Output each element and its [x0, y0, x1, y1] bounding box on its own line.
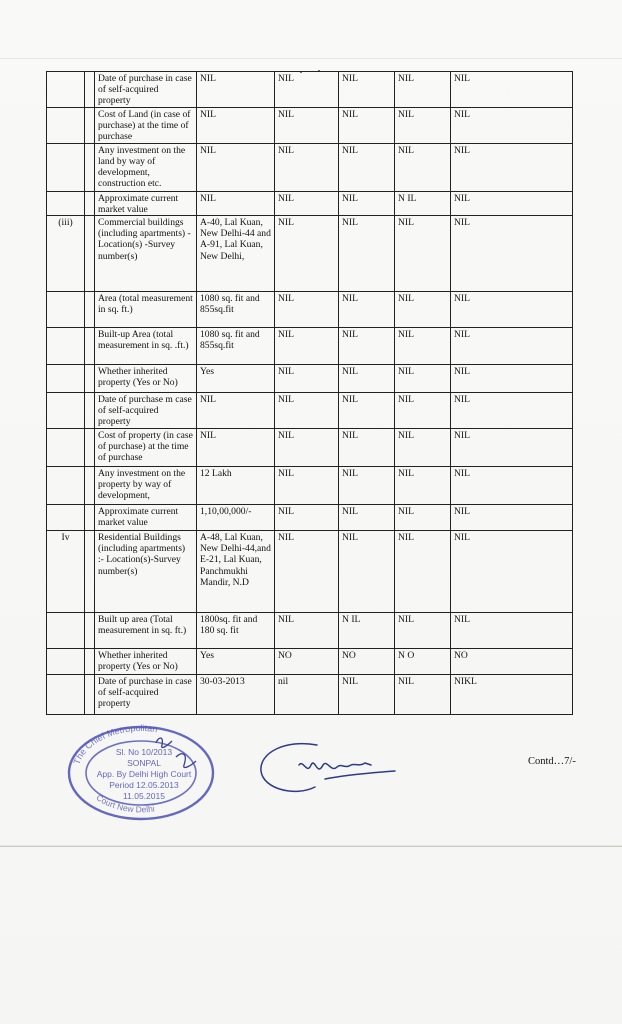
spacer-cell	[85, 675, 95, 715]
notary-stamp	[64, 721, 218, 821]
table-row	[47, 191, 573, 215]
stamp-serial: Sl. No 10/2013	[115, 747, 173, 757]
serial-cell	[47, 292, 85, 328]
value-cell: NIL	[197, 191, 275, 215]
scan-line	[0, 58, 622, 59]
value-cell: 1080 sq. fit and 855sq.fit	[197, 292, 275, 328]
value-cell: NIL	[275, 328, 339, 365]
description-cell: Date of purchase in case of self-acquired property	[95, 675, 197, 715]
value-cell: NIL	[451, 467, 573, 505]
value-cell: NIL	[275, 143, 339, 191]
value-cell: Yes	[197, 365, 275, 393]
value-cell: 30-03-2013	[197, 675, 275, 715]
value-cell: NIL	[275, 72, 339, 108]
value-cell: NIL	[451, 505, 573, 531]
signature-stroke	[261, 744, 395, 792]
serial-cell	[47, 429, 85, 467]
value-cell: NIL	[451, 429, 573, 467]
table-row	[47, 328, 573, 365]
description-cell: Whether inherited property (Yes or No)	[95, 365, 197, 393]
description-cell: Cost of property (in case of purchase) at the time of purchase	[95, 429, 197, 467]
value-cell: 1,10,00,000/-	[197, 505, 275, 531]
description-cell: Whether inherited property (Yes or No)	[95, 649, 197, 675]
value-cell: NIL	[197, 72, 275, 108]
value-cell: 1800sq. fit and 180 sq. fit	[197, 613, 275, 649]
value-cell: NIL	[339, 393, 395, 429]
value-cell: Yes	[197, 649, 275, 675]
spacer-cell	[85, 292, 95, 328]
value-cell: NIL	[451, 292, 573, 328]
serial-cell: Iv	[47, 531, 85, 613]
value-cell: NIL	[197, 108, 275, 144]
value-cell: NIL	[451, 108, 573, 144]
serial-cell	[47, 467, 85, 505]
stamp-name: SONPAL	[127, 758, 161, 768]
value-cell: NO	[451, 649, 573, 675]
description-cell: Cost of Land (in case of purchase) at the time of purchase	[95, 108, 197, 144]
value-cell: NIL	[275, 531, 339, 613]
spacer-cell	[85, 216, 95, 292]
table-row	[47, 143, 573, 191]
value-cell: NIL	[339, 108, 395, 144]
spacer-cell	[85, 393, 95, 429]
value-cell: NIL	[395, 72, 451, 108]
value-cell: NIL	[451, 191, 573, 215]
value-cell: NIL	[395, 328, 451, 365]
serial-cell	[47, 108, 85, 144]
table-row	[47, 429, 573, 467]
serial-cell	[47, 328, 85, 365]
value-cell: NIL	[339, 675, 395, 715]
description-cell: Residential Buildings (including apartments) :- Location(s)-Survey number(s)	[95, 531, 197, 613]
value-cell: NIL	[339, 365, 395, 393]
value-cell: NIL	[395, 143, 451, 191]
value-cell: NIL	[395, 108, 451, 144]
value-cell: A-40, Lal Kuan, New Delhi-44 and A-91, Lal Kuan, New Delhi,	[197, 216, 275, 292]
table-row	[47, 531, 573, 613]
spacer-cell	[85, 108, 95, 144]
value-cell: NIL	[395, 613, 451, 649]
value-cell: N O	[395, 649, 451, 675]
serial-cell	[47, 505, 85, 531]
table-row	[47, 72, 573, 108]
spacer-cell	[85, 328, 95, 365]
value-cell: NIL	[451, 393, 573, 429]
spacer-cell	[85, 143, 95, 191]
value-cell: NIL	[339, 328, 395, 365]
stamp-expiry: 11.05.2015	[123, 791, 165, 801]
table-row	[47, 216, 573, 292]
value-cell: NIL	[339, 467, 395, 505]
table-row	[47, 675, 573, 715]
value-cell: NIL	[197, 393, 275, 429]
description-cell: Commercial buildings (including apartments) -Location(s) -Survey number(s)	[95, 216, 197, 292]
value-cell: NIL	[275, 393, 339, 429]
value-cell: A-48, Lal Kuan, New Delhi-44,and E-21, Lal Kuan, Panchmukhi Mandir, N.D	[197, 531, 275, 613]
stamp-ring-bottom-text: Court New Delhi	[94, 792, 156, 815]
value-cell: NIL	[275, 292, 339, 328]
value-cell: NIL	[395, 505, 451, 531]
table-row	[47, 613, 573, 649]
spacer-cell	[85, 613, 95, 649]
description-cell: Approximate current market value	[95, 191, 197, 215]
value-cell: NIL	[339, 429, 395, 467]
value-cell: NIL	[275, 216, 339, 292]
stamp-period: Period 12.05.2013	[109, 780, 179, 790]
value-cell: NIL	[275, 429, 339, 467]
description-cell: Any investment on the property by way of development,	[95, 467, 197, 505]
value-cell: NIL	[395, 675, 451, 715]
spacer-cell	[85, 531, 95, 613]
value-cell: NIL	[339, 292, 395, 328]
description-cell: Any investment on the land by way of development, construction etc.	[95, 143, 197, 191]
value-cell: NIL	[275, 505, 339, 531]
serial-cell	[47, 72, 85, 108]
description-cell: Area (total measurement in sq. ft.)	[95, 292, 197, 328]
serial-cell	[47, 649, 85, 675]
spacer-cell	[85, 429, 95, 467]
description-cell: Date of purchase in case of self-acquired property	[95, 72, 197, 108]
serial-cell	[47, 365, 85, 393]
description-cell: Built-up Area (total measurement in sq. .ft.)	[95, 328, 197, 365]
value-cell: NIL	[395, 467, 451, 505]
value-cell: NIL	[395, 393, 451, 429]
value-cell: NIL	[339, 216, 395, 292]
value-cell: NIL	[339, 72, 395, 108]
value-cell: NIL	[451, 613, 573, 649]
serial-cell	[47, 143, 85, 191]
value-cell: N IL	[339, 613, 395, 649]
description-cell: Date of purchase m case of self-acquired property	[95, 393, 197, 429]
value-cell: 12 Lakh	[197, 467, 275, 505]
description-cell: Approximate current market value	[95, 505, 197, 531]
table-row	[47, 505, 573, 531]
value-cell: NIL	[275, 467, 339, 505]
serial-cell	[47, 393, 85, 429]
spacer-cell	[85, 467, 95, 505]
page-edge-line	[0, 846, 622, 847]
stamp-ring-top-text: The Chief Metropolitan	[71, 722, 159, 766]
value-cell: NIL	[275, 108, 339, 144]
serial-cell	[47, 613, 85, 649]
table-row	[47, 649, 573, 675]
serial-cell	[47, 675, 85, 715]
value-cell: NIL	[395, 365, 451, 393]
value-cell: NIL	[395, 216, 451, 292]
value-cell: 1080 sq. fit and 855sq.fit	[197, 328, 275, 365]
value-cell: NIL	[451, 365, 573, 393]
value-cell: NIL	[451, 216, 573, 292]
value-cell: NIL	[451, 328, 573, 365]
table-row	[47, 467, 573, 505]
spacer-cell	[85, 72, 95, 108]
table-row	[47, 292, 573, 328]
value-cell: NIL	[339, 191, 395, 215]
table-row	[47, 393, 573, 429]
value-cell: NIL	[451, 531, 573, 613]
signature	[255, 735, 405, 805]
value-cell: NIL	[197, 429, 275, 467]
value-cell: NO	[275, 649, 339, 675]
value-cell: NIL	[275, 365, 339, 393]
stamp-approval: App. By Delhi High Court	[96, 769, 192, 779]
value-cell: NIL	[275, 613, 339, 649]
spacer-cell	[85, 649, 95, 675]
value-cell: NIL	[339, 143, 395, 191]
table-row	[47, 365, 573, 393]
continued-note: Contd…7/-	[528, 756, 576, 767]
value-cell: NIL	[339, 505, 395, 531]
value-cell: N IL	[395, 191, 451, 215]
asset-declaration-table	[46, 71, 573, 715]
spacer-cell	[85, 505, 95, 531]
value-cell: NIL	[451, 143, 573, 191]
value-cell: NIL	[395, 531, 451, 613]
spacer-cell	[85, 191, 95, 215]
value-cell: NIL	[339, 531, 395, 613]
value-cell: nil	[275, 675, 339, 715]
serial-cell: (iii)	[47, 216, 85, 292]
value-cell: NO	[339, 649, 395, 675]
value-cell: NIL	[395, 429, 451, 467]
description-cell: Built up area (Total measurement in sq. ft.)	[95, 613, 197, 649]
serial-cell	[47, 191, 85, 215]
value-cell: NIL	[395, 292, 451, 328]
value-cell: NIKL	[451, 675, 573, 715]
value-cell: NIL	[197, 143, 275, 191]
value-cell: NIL	[451, 72, 573, 108]
spacer-cell	[85, 365, 95, 393]
value-cell: NIL	[275, 191, 339, 215]
table-row	[47, 108, 573, 144]
